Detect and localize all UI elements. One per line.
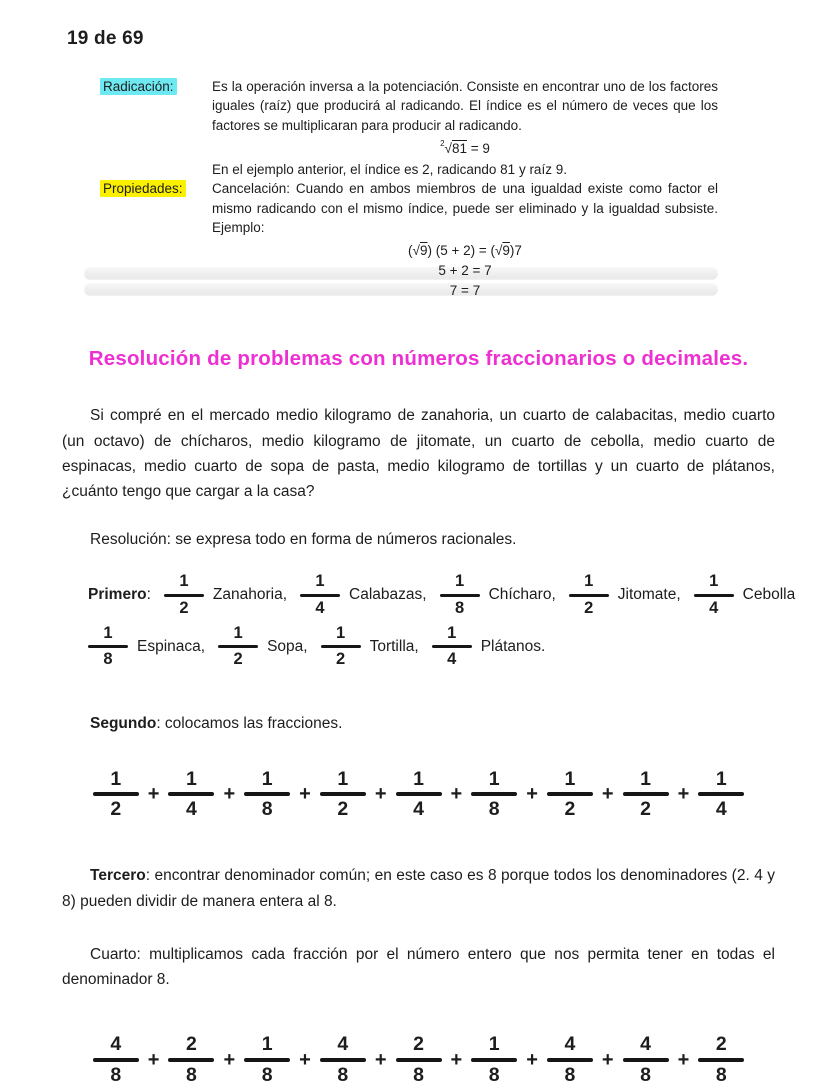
resolution-intro: Resolución: se expresa todo en forma de números racionales. — [90, 531, 517, 549]
radicacion-row — [100, 77, 718, 179]
fraction-bar — [623, 792, 669, 796]
fraction: $\frac{4}{8}$ — [93, 1034, 139, 1085]
fraction-bar — [396, 792, 442, 796]
fraction: $\frac{1}{4}$ — [432, 625, 472, 669]
cuarto-paragraph: Cuarto: multiplicamos cada fracción por el número entero que nos permita tener en todas el denominador 8. — [62, 945, 775, 989]
fraction-bar — [168, 792, 214, 796]
fraction: $\frac{1}{8}$ — [244, 769, 290, 820]
fraction-item: $\frac{1}{8}$ Espinaca, — [88, 625, 205, 669]
radical-sign-icon: √ — [444, 141, 452, 157]
cuarto-fraction-sum — [62, 1034, 775, 1085]
fraction-bar — [93, 1058, 139, 1062]
term-propiedades: Propiedades: — [100, 180, 186, 197]
fraction-bar — [623, 1058, 669, 1062]
fraction-bar — [698, 1058, 744, 1062]
fraction: $\frac{1}{2}$ — [218, 625, 258, 669]
fraction: $\frac{1}{8}$ — [88, 625, 128, 669]
equation-2: 5 + 2 = 7 — [438, 262, 492, 278]
primero-label: Primero: — [88, 586, 151, 604]
fraction-bar — [320, 792, 366, 796]
fraction-item: $\frac{1}{4}$ Calabazas, — [300, 573, 427, 617]
plus-sign: + — [677, 1049, 690, 1072]
fraction-bar — [321, 645, 361, 648]
fraction-bar — [93, 792, 139, 796]
fraction: $\frac{1}{4}$ — [300, 573, 340, 617]
fraction: $\frac{1}{4}$ — [396, 769, 442, 820]
fraction-item: $\frac{1}{8}$ Chícharo, — [440, 573, 556, 617]
fraction-item: $\frac{1}{2}$ Tortilla, — [321, 625, 419, 669]
fraction-bar — [440, 594, 480, 597]
plus-sign: + — [299, 783, 311, 806]
fraction-bar — [569, 594, 609, 597]
fraction-bar — [547, 792, 593, 796]
fraction: $\frac{1}{2}$ — [164, 573, 204, 617]
plus-sign: + — [299, 1049, 311, 1072]
plus-sign: + — [223, 1049, 236, 1072]
plus-sign: + — [147, 1049, 160, 1072]
fraction-bar — [244, 792, 290, 796]
cancellation-equations — [212, 241, 718, 302]
fraction: $\frac{1}{2}$ — [547, 769, 593, 820]
fraction: $\frac{1}{8}$ — [440, 573, 480, 617]
propiedades-row — [100, 179, 718, 301]
plus-sign: + — [450, 1049, 463, 1072]
fraction-bar — [164, 594, 204, 597]
fraction: $\frac{2}{8}$ — [698, 1034, 744, 1085]
radical-index: 2 — [440, 139, 445, 149]
fraction-bar — [547, 1058, 593, 1062]
fraction-bar — [168, 1058, 214, 1062]
fraction: $\frac{1}{2}$ — [321, 625, 361, 669]
radicacion-example-note: En el ejemplo anterior, el índice es 2, radicando 81 y raíz 9. — [212, 161, 567, 177]
term-radicacion: Radicación: — [100, 78, 177, 95]
fraction: $\frac{1}{8}$ — [244, 1034, 290, 1085]
fraction: $\frac{1}{4}$ — [694, 573, 734, 617]
fraction-bar — [88, 645, 128, 648]
fraction-bar — [471, 792, 517, 796]
fraction: $\frac{1}{2}$ — [569, 573, 609, 617]
plus-sign: + — [147, 783, 160, 806]
propiedades-definition: Cancelación: Cuando en ambos miembros de una igualdad existe como factor el mismo radicando con el mismo índice, puede ser eliminado y la igualdad subsiste. Ejemplo: — [212, 181, 718, 236]
radicand: 81 — [451, 141, 467, 157]
plus-sign: + — [223, 783, 236, 806]
problem-paragraph: Si compré en el mercado medio kilogramo de zanahoria, un cuarto de calabacitas, medio cuarto (un octavo) de chícharos, medio kilogramo de jitomate, un cuarto de cebolla, medio cuarto de espinacas, medio cuarto de sopa de pasta, medio kilogramo de tortillas y un cuarto de plátanos, ¿cuánto tengo que cargar a la casa? — [62, 407, 775, 500]
radical-formula — [212, 138, 718, 158]
fraction: $\frac{4}{8}$ — [623, 1034, 669, 1085]
fraction: $\frac{1}{2}$ — [93, 769, 139, 820]
plus-sign: + — [374, 1049, 387, 1072]
fraction: $\frac{4}{8}$ — [320, 1034, 366, 1085]
fraction-bar — [694, 594, 734, 597]
fraction-bar — [471, 1058, 517, 1062]
fraction: $\frac{1}{2}$ — [623, 769, 669, 820]
tercero-paragraph: Tercero: encontrar denominador común; en este caso es 8 porque todos los denominadores (2. 4 y 8) pueden dividir de manera entera al 8. — [62, 867, 775, 910]
primero-fraction-row-1 — [88, 572, 796, 617]
fraction-bar — [432, 645, 472, 648]
fraction-bar — [396, 1058, 442, 1062]
primero-fraction-row-2 — [88, 625, 775, 669]
fraction: $\frac{1}{4}$ — [698, 769, 744, 820]
plus-sign: + — [374, 783, 387, 806]
fraction-bar — [320, 1058, 366, 1062]
fraction-item: $\frac{1}{2}$ Sopa, — [218, 625, 308, 669]
plus-sign: + — [677, 783, 690, 806]
fraction-item: $\frac{1}{4}$ Plátanos. — [432, 625, 546, 669]
fraction-item: $\frac{1}{2}$ Jitomate, — [569, 573, 681, 617]
segundo-heading: Segundo: colocamos las fracciones. — [90, 714, 343, 732]
fraction-bar — [244, 1058, 290, 1062]
fraction: $\frac{1}{8}$ — [471, 1034, 517, 1085]
plus-sign: + — [526, 783, 538, 806]
plus-sign: + — [450, 783, 463, 806]
fraction: $\frac{1}{8}$ — [471, 769, 517, 820]
radicacion-definition: Es la operación inversa a la potenciación. Consiste en encontrar uno de los factores iguales (raíz) que producirá al radicando. El índice es el número de veces que los factores se multiplicaran para producir al radicando. — [212, 79, 718, 133]
fraction: $\frac{2}{8}$ — [168, 1034, 214, 1085]
segundo-fraction-sum — [62, 769, 775, 820]
definitions-block — [100, 77, 718, 301]
radical-result: = 9 — [470, 141, 490, 157]
fraction-bar — [698, 792, 744, 796]
plus-sign: + — [526, 1049, 538, 1072]
equation-1: (√9) (5 + 2) = (√9)7 — [408, 242, 522, 258]
fraction: $\frac{2}{8}$ — [396, 1034, 442, 1085]
fraction-bar — [218, 645, 258, 648]
plus-sign: + — [601, 783, 614, 806]
fraction-bar — [300, 594, 340, 597]
fraction-item: $\frac{1}{4}$ Cebolla — [694, 573, 796, 617]
section-title: Resolución de problemas con números fraccionarios o decimales. — [88, 347, 749, 371]
fraction: $\frac{4}{8}$ — [547, 1034, 593, 1085]
plus-sign: + — [601, 1049, 614, 1072]
fraction: $\frac{1}{2}$ — [320, 769, 366, 820]
equation-3: 7 = 7 — [449, 283, 481, 298]
fraction: $\frac{1}{4}$ — [168, 769, 214, 820]
fraction-item: $\frac{1}{2}$ Zanahoria, — [164, 573, 287, 617]
page-indicator: 19 de 69 — [67, 28, 144, 49]
